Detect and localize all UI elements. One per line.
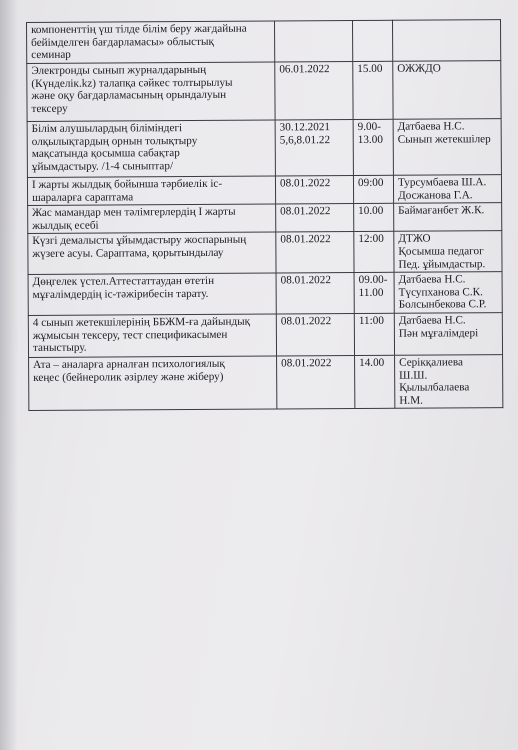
- date-cell: 06.01.2022: [275, 62, 353, 120]
- time-cell: [352, 20, 392, 61]
- table-row: [27, 175, 501, 206]
- date-cell: 08.01.2022: [275, 176, 353, 205]
- task-cell: Білім алушылардың біліміндегі олқылықтардың орнын толықтыру мақсатында қосымша сабақтар ұйымдастыру. /1-4 сыныптар/: [27, 120, 275, 178]
- task-cell: компоненттің үш тілде білім беру жағдайына бейімделген бағдарламасы» облыстық семинар: [27, 21, 275, 64]
- responsible-cell: Датбаева Н.С. Пән мұғалімдері: [394, 313, 502, 356]
- table-row: [29, 355, 503, 411]
- time-cell: 09.00- 11.00: [354, 272, 394, 313]
- task-cell: Электронды сынып журналдарының (Күнделік.kz) талапқа сәйкес толтырылуы және оқу бағдарламасының орындалуын тексеру: [27, 62, 275, 122]
- table-row: [28, 203, 502, 234]
- schedule-table: [26, 19, 503, 411]
- task-cell: Күзгі демалысты ұйымдастыру жоспарының жүзеге асуы. Сараптама, қорытындылау: [28, 232, 276, 274]
- date-cell: 08.01.2022: [276, 232, 354, 273]
- time-cell: 12:00: [354, 232, 394, 273]
- table-row: [28, 313, 502, 358]
- table-row: [27, 119, 501, 178]
- task-cell: Жас мамандар мен тәлімгерлердің І жарты жылдық есебі: [28, 204, 276, 234]
- table-row: [28, 272, 502, 316]
- time-cell: 11:00: [354, 313, 394, 355]
- responsible-cell: Серікқалиева Ш.Ш. Қылылбалаева Н.М.: [395, 355, 503, 409]
- responsible-cell: Турсумбаева Ш.А. Досжанова Г.А.: [393, 175, 501, 204]
- time-cell: 09:00: [353, 175, 393, 203]
- page-edge-shadow: [0, 0, 18, 750]
- time-cell: 15.00: [353, 61, 393, 119]
- time-cell: 14.00: [355, 355, 395, 409]
- task-cell: Дөңгелек үстел.Аттестаттаудан өтетін мұғалімдердің іс-тәжірибесін тарату.: [28, 273, 276, 315]
- responsible-cell: ДТЖО Қосымша педагог Пед. ұйымдастыр.: [394, 231, 502, 272]
- responsible-cell: Датбаева Н.С. Сынып жетекшілер: [393, 119, 501, 176]
- table-row: [27, 20, 501, 64]
- date-cell: 08.01.2022: [276, 313, 354, 355]
- task-cell: Ата – аналарға арналған психологиялық кеңес (бейнеролик әзірлеу және жіберу): [29, 356, 277, 411]
- responsible-cell: [392, 20, 500, 62]
- task-cell: 4 сынып жетекшілерінің ББЖМ-ға дайындық жұмысын тексеру, тест спецификасымен таныстыру.: [28, 314, 276, 358]
- date-cell: 30.12.2021 5,6,8.01.22: [275, 120, 353, 176]
- time-cell: 10.00: [354, 203, 394, 231]
- date-cell: 08.01.2022: [276, 273, 354, 314]
- responsible-cell: ОЖЖДО: [393, 61, 501, 120]
- responsible-cell: Датбаева Н.С. Түсупханова С.К. Болсынбекова С.Р.: [394, 272, 502, 313]
- task-cell: І жарты жылдық бойынша тәрбиелік іс- шараларға сараптама: [27, 176, 275, 206]
- date-cell: [274, 21, 352, 62]
- date-cell: 08.01.2022: [276, 204, 354, 233]
- date-cell: 08.01.2022: [277, 355, 355, 409]
- time-cell: 9.00- 13.00: [353, 119, 393, 175]
- responsible-cell: Баймағанбет Ж.К.: [394, 203, 502, 232]
- table-row: [28, 231, 502, 275]
- table-row: [27, 61, 501, 122]
